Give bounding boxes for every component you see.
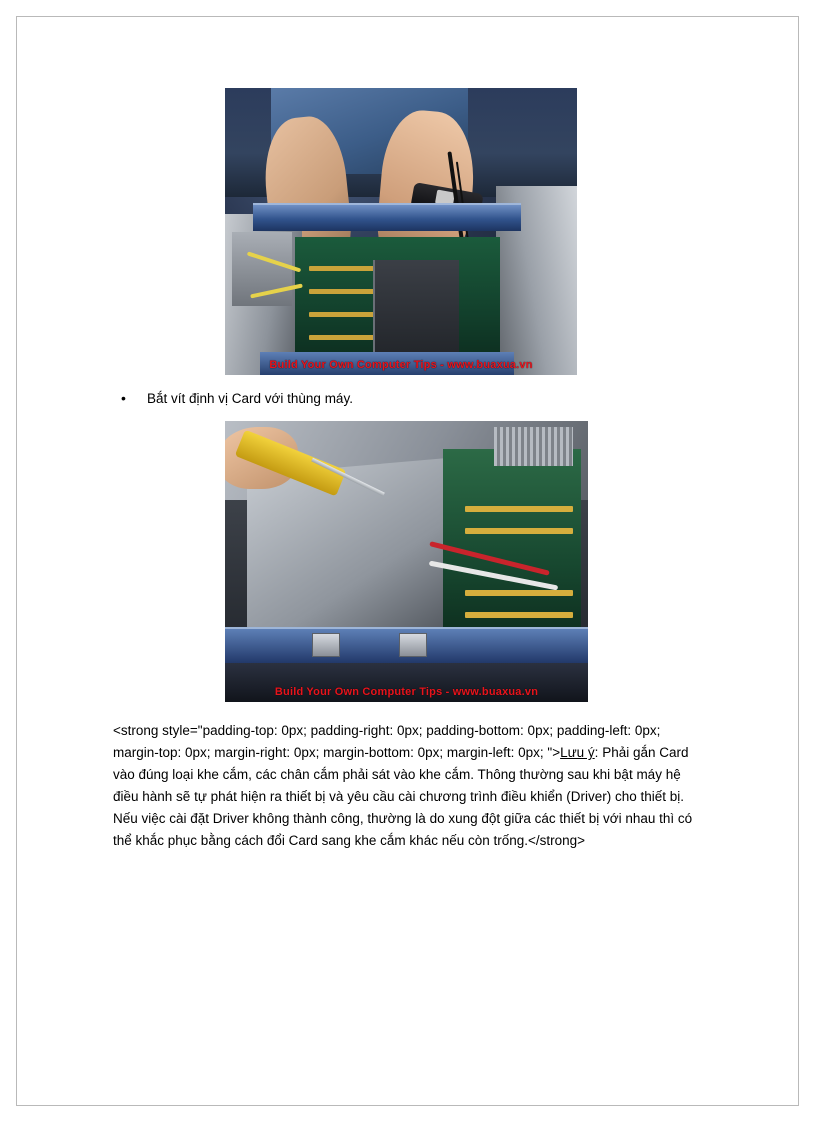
bullet-label: Bắt vít định vị Card với thùng máy.: [147, 391, 353, 406]
photo-expansion-card: [373, 260, 459, 358]
html-close-tag-text: </strong>: [528, 832, 586, 848]
bullet-marker: •: [121, 390, 126, 406]
note-body: Phải gắn Card vào đúng loại khe cắm, các chân cắm phải sát vào khe cắm. Thông thường sau khi bật máy hệ điều hành sẽ tự phát hiện ra thiết bị và yêu cầu cài chương trình điều khiển (Driver) cho thiết bị. Nếu việc cài đặt Driver không thành công, thường là do xung đột giữa các thiết bị với nhau thì có thể khắc phục bằng cách đổi Card sang khe cắm khác nếu còn trống.: [113, 745, 693, 848]
note-label: Lưu ý: [560, 745, 595, 761]
document-content: [113, 88, 693, 851]
html-open-tag-text: <strong style="padding-top: 0px; padding-right: 0px; padding-bottom: 0px; padding-left: 0px; margin-top: 0px; margin-right: 0px; margin-bottom: 0px; margin-left: 0px; ">: [113, 723, 661, 761]
figure1-watermark: Build Your Own Computer Tips - www.buaxua.vn: [269, 359, 533, 371]
note-colon: :: [594, 745, 599, 761]
photo-memory-slot: [465, 506, 574, 512]
bullet-list-item: [113, 389, 693, 409]
photo-slot-cover-tab: [399, 633, 426, 657]
note-paragraph: [113, 720, 693, 851]
photo-expansion-slot: [465, 590, 574, 596]
photo-case-blue-trim: [253, 203, 521, 231]
figure2-watermark: Build Your Own Computer Tips - www.buaxua.vn: [274, 686, 539, 699]
photo-cpu-heatsink: [494, 427, 574, 466]
photo-slot-cover-tab: [312, 633, 339, 657]
figure-screw-card-photo: [225, 421, 588, 702]
photo-case-inner-chassis: [247, 457, 465, 650]
figure-install-card-photo: [225, 88, 577, 375]
photo-memory-slot: [465, 528, 574, 534]
photo-expansion-slot: [465, 612, 574, 618]
